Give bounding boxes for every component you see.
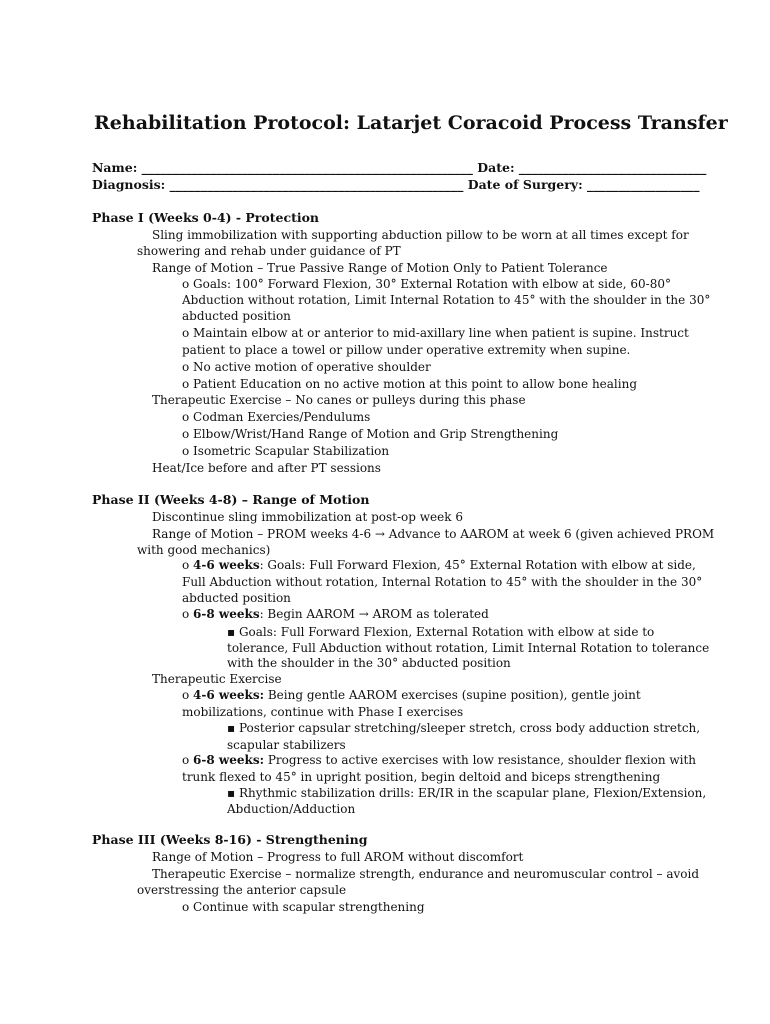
bold-label: 4-6 weeks: [193, 558, 260, 572]
phase3-line: overstressing the anterior capsule: [137, 883, 347, 897]
phase1-line: o Maintain elbow at or anterior to mid-axillary line when patient is supine. Instruct: [182, 326, 689, 340]
bullet: o: [182, 753, 194, 767]
phase2-line: Therapeutic Exercise: [152, 672, 282, 686]
phase1-line: Therapeutic Exercise – No canes or pulleys during this phase: [152, 393, 526, 407]
phase3-line: Range of Motion – Progress to full AROM without discomfort: [152, 850, 524, 864]
phase2-line: tolerance, Full Abduction without rotation, Limit Internal Rotation to tolerance: [227, 641, 710, 655]
phase2-line: [182, 557, 696, 573]
phase1-line: abducted position: [182, 309, 291, 323]
phase2-line: Range of Motion – PROM weeks 4-6 → Advance to AAROM at week 6 (given achieved PROM: [152, 527, 715, 541]
phase2-line: with the shoulder in the 30° abducted position: [227, 656, 511, 670]
phase1-line: o Codman Exercies/Pendulums: [182, 410, 371, 424]
phase2-line: Full Abduction without rotation, Internal Rotation to 45° with the shoulder in the 30°: [182, 575, 703, 589]
phase2-line: ▪ Goals: Full Forward Flexion, External Rotation with elbow at side to: [227, 625, 655, 639]
phase2-line: [182, 752, 696, 768]
phase2-line: Abduction/Adduction: [227, 802, 356, 816]
bold-label: 6-8 weeks:: [193, 753, 265, 767]
phase1-line: o Isometric Scapular Stabilization: [182, 444, 390, 458]
phase2-heading: Phase II (Weeks 4-8) – Range of Motion: [92, 492, 370, 507]
phase1-line: showering and rehab under guidance of PT: [137, 244, 401, 258]
phase1-line: o Goals: 100° Forward Flexion, 30° External Rotation with elbow at side, 60-80°: [182, 277, 671, 291]
name-date-line: Name: _____________________________________________________ Date: ______________________________: [92, 160, 707, 175]
phase3-heading: Phase III (Weeks 8-16) - Strengthening: [92, 832, 368, 847]
phase2-line: [182, 687, 641, 703]
phase1-line: Abduction without rotation, Limit Internal Rotation to 45° with the shoulder in the 30°: [182, 293, 711, 307]
line-text: Progress to active exercises with low resistance, shoulder flexion with: [264, 753, 697, 767]
line-text: : Begin AAROM → AROM as tolerated: [259, 607, 489, 621]
phase2-line: abducted position: [182, 591, 291, 605]
bold-label: 4-6 weeks:: [193, 688, 265, 702]
phase1-line: o Patient Education on no active motion at this point to allow bone healing: [182, 377, 638, 391]
line-text: Being gentle AAROM exercises (supine position), gentle joint: [264, 688, 641, 702]
phase2-line: Discontinue sling immobilization at post-op week 6: [152, 510, 463, 524]
bullet: o: [182, 607, 194, 621]
phase1-line: o Elbow/Wrist/Hand Range of Motion and Grip Strengthening: [182, 427, 559, 441]
phase1-line: Sling immobilization with supporting abduction pillow to be worn at all times except for: [152, 228, 689, 242]
phase2-line: trunk flexed to 45° in upright position, begin deltoid and biceps strengthening: [182, 770, 661, 784]
phase3-line: Therapeutic Exercise – normalize strength, endurance and neuromuscular control – avoid: [152, 867, 700, 881]
phase2-line: [182, 606, 489, 622]
phase1-line: Range of Motion – True Passive Range of Motion Only to Patient Tolerance: [152, 261, 608, 275]
line-text: : Goals: Full Forward Flexion, 45° External Rotation with elbow at side,: [259, 558, 696, 572]
bullet: o: [182, 558, 194, 572]
phase2-line: with good mechanics): [137, 543, 271, 557]
bullet: o: [182, 688, 194, 702]
phase2-line: mobilizations, continue with Phase I exercises: [182, 705, 464, 719]
phase1-line: patient to place a towel or pillow under operative extremity when supine.: [182, 343, 631, 357]
phase3-line: o Continue with scapular strengthening: [182, 900, 425, 914]
diagnosis-surgery-date-line: Diagnosis: _______________________________________________ Date of Surgery: __________________: [92, 177, 700, 192]
phase1-line: o No active motion of operative shoulder: [182, 360, 431, 374]
phase2-line: scapular stabilizers: [227, 738, 346, 752]
phase1-line: Heat/Ice before and after PT sessions: [152, 461, 381, 475]
bold-label: 6-8 weeks: [193, 607, 260, 621]
phase2-line: ▪ Posterior capsular stretching/sleeper stretch, cross body adduction stretch,: [227, 721, 701, 735]
document-title: Rehabilitation Protocol: Latarjet Coracoid Process Transfer: [94, 112, 728, 134]
phase2-line: ▪ Rhythmic stabilization drills: ER/IR in the scapular plane, Flexion/Extension,: [227, 786, 707, 800]
phase1-heading: Phase I (Weeks 0-4) - Protection: [92, 210, 320, 225]
